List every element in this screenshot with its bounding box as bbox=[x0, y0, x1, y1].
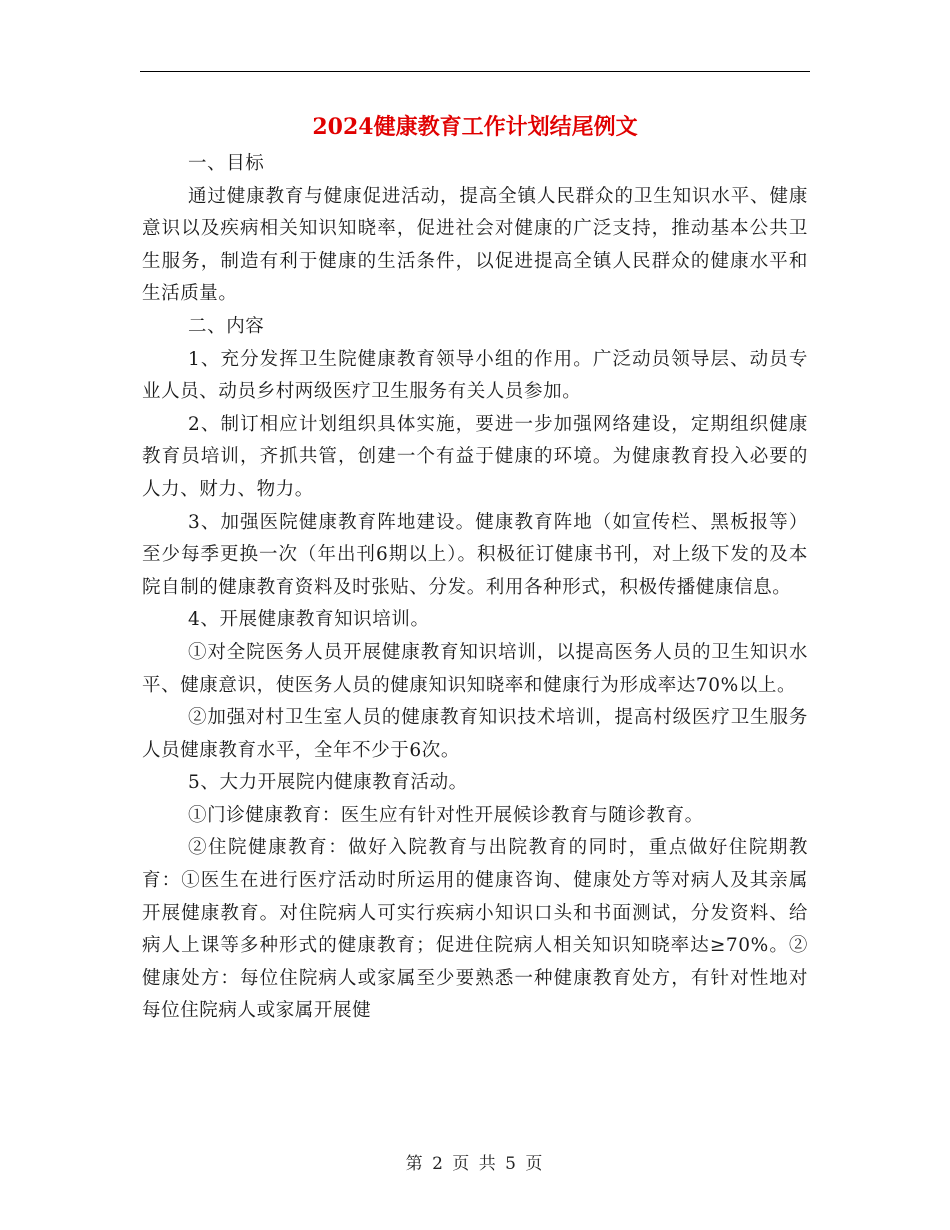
paragraph-item-2: 2、制订相应计划组织具体实施，要进一步加强网络建设，定期组织健康教育员培训，齐抓共管，创建一个有益于健康的环境。为健康教育投入必要的人力、财力、物力。 bbox=[142, 413, 808, 500]
paragraph-item-5-sub-2: ②住院健康教育：做好入院教育与出院教育的同时，重点做好住院期教育：①医生在进行医疗活动时所运用的健康咨询、健康处方等对病人及其亲属开展健康教育。对住院病人可实行疾病小知识口头和书面测试，分发资料、给病人上课等多种形式的健康教育；促进住院病人相关知识知晓率达≥70%。②健康处方：每位住院病人或家属至少要熟悉一种健康教育处方，有针对性地对每位住院病人或家属开展健 bbox=[142, 837, 808, 1022]
document-body bbox=[142, 148, 808, 1028]
paragraph-item-5: 5、大力开展院内健康教育活动。 bbox=[188, 772, 468, 794]
paragraph-item-4-sub-2: ②加强对村卫生室人员的健康教育知识技术培训，提高村级医疗卫生服务人员健康教育水平，全年不少于6次。 bbox=[142, 707, 808, 761]
header-rule bbox=[140, 71, 810, 72]
paragraph-item-4: 4、开展健康教育知识培训。 bbox=[188, 609, 430, 631]
document-title: 2024健康教育工作计划结尾例文 bbox=[312, 114, 638, 140]
paragraph-item-5-sub-1: ①门诊健康教育：医生应有针对性开展候诊教育与随诊教育。 bbox=[188, 804, 704, 826]
section-heading-content: 二、内容 bbox=[188, 315, 265, 337]
paragraph-item-1: 1、充分发挥卫生院健康教育领导小组的作用。广泛动员领导层、动员专业人员、动员乡村两级医疗卫生服务有关人员参加。 bbox=[142, 348, 808, 403]
paragraph-goal-text: 通过健康教育与健康促进活动，提高全镇人民群众的卫生知识水平、健康意识以及疾病相关知识知晓率，促进社会对健康的广泛支持，推动基本公共卫生服务，制造有利于健康的生活条件，以促进提高全镇人民群众的健康水平和生活质量。 bbox=[142, 185, 808, 305]
paragraph-item-4-sub-1: ①对全院医务人员开展健康教育知识培训，以提高医务人员的卫生知识水平、健康意识，使医务人员的健康知识知晓率和健康行为形成率达70%以上。 bbox=[142, 641, 808, 696]
paragraph-item-3: 3、加强医院健康教育阵地建设。健康教育阵地（如宣传栏、黑板报等）至少每季更换一次（年出刊6期以上）。积极征订健康书刊，对上级下发的及本院自制的健康教育资料及时张贴、分发。利用各种形式，积极传播健康信息。 bbox=[142, 511, 808, 598]
page-footer: 第 2 页 共 5 页 bbox=[405, 1154, 545, 1174]
section-heading-goal: 一、目标 bbox=[188, 153, 265, 174]
